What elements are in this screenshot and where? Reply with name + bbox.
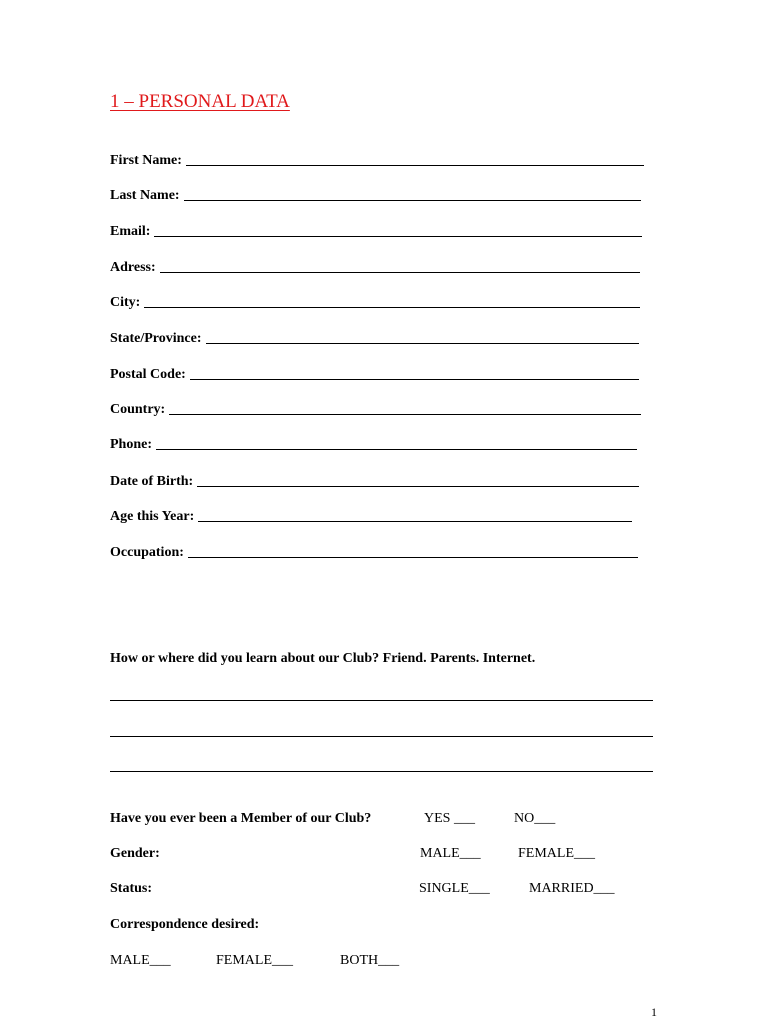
last-name-field[interactable] — [184, 200, 641, 201]
age-this-year-row — [110, 507, 632, 525]
phone-label: Phone: — [110, 437, 152, 452]
occupation-row — [110, 543, 638, 561]
correspondence-both-option[interactable]: BOTH___ — [340, 953, 400, 968]
address-row — [110, 258, 640, 276]
postal-code-field[interactable] — [190, 379, 639, 380]
city-label: City: — [110, 295, 141, 310]
address-field[interactable] — [160, 272, 640, 273]
correspondence-male-option[interactable]: MALE___ — [110, 953, 171, 968]
status-married-option[interactable]: MARRIED___ — [529, 881, 615, 896]
first-name-field[interactable] — [186, 165, 644, 166]
status-single-option[interactable]: SINGLE___ — [419, 881, 490, 896]
status-label: Status: — [110, 881, 153, 896]
address-label: Adress: — [110, 260, 156, 275]
state-province-label: State/Province: — [110, 331, 202, 346]
city-row — [110, 293, 640, 311]
page-number: 1 — [651, 1005, 657, 1019]
email-field[interactable] — [154, 236, 642, 237]
correspondence-label: Correspondence desired: — [110, 917, 260, 932]
answer-line[interactable] — [110, 736, 653, 737]
member-no-option[interactable]: NO___ — [514, 811, 556, 826]
occupation-label: Occupation: — [110, 545, 184, 560]
city-field[interactable] — [144, 307, 640, 308]
gender-male-option[interactable]: MALE___ — [420, 846, 481, 861]
member-question-label: Have you ever been a Member of our Club? — [110, 811, 372, 826]
phone-row — [110, 435, 637, 453]
state-province-row — [110, 329, 639, 347]
occupation-field[interactable] — [188, 557, 638, 558]
member-yes-option[interactable]: YES ___ — [424, 811, 475, 826]
email-row — [110, 222, 642, 240]
answer-line[interactable] — [110, 700, 653, 701]
age-this-year-label: Age this Year: — [110, 509, 195, 524]
age-this-year-field[interactable] — [198, 521, 632, 522]
phone-field[interactable] — [156, 449, 637, 450]
postal-code-label: Postal Code: — [110, 367, 186, 382]
gender-label: Gender: — [110, 846, 160, 861]
country-field[interactable] — [169, 414, 641, 415]
first-name-row — [110, 151, 644, 169]
learn-about-club-question: How or where did you learn about our Club? Friend. Parents. Internet. — [110, 651, 536, 666]
state-province-field[interactable] — [206, 343, 639, 344]
last-name-row — [110, 186, 641, 204]
last-name-label: Last Name: — [110, 188, 180, 203]
date-of-birth-row — [110, 472, 639, 490]
date-of-birth-field[interactable] — [197, 486, 639, 487]
postal-code-row — [110, 365, 639, 383]
correspondence-female-option[interactable]: FEMALE___ — [216, 953, 293, 968]
email-label: Email: — [110, 224, 151, 239]
gender-female-option[interactable]: FEMALE___ — [518, 846, 595, 861]
section-title: 1 – PERSONAL DATA — [110, 91, 290, 112]
answer-line[interactable] — [110, 771, 653, 772]
first-name-label: First Name: — [110, 153, 182, 168]
date-of-birth-label: Date of Birth: — [110, 474, 194, 489]
country-row — [110, 400, 641, 418]
country-label: Country: — [110, 402, 166, 417]
